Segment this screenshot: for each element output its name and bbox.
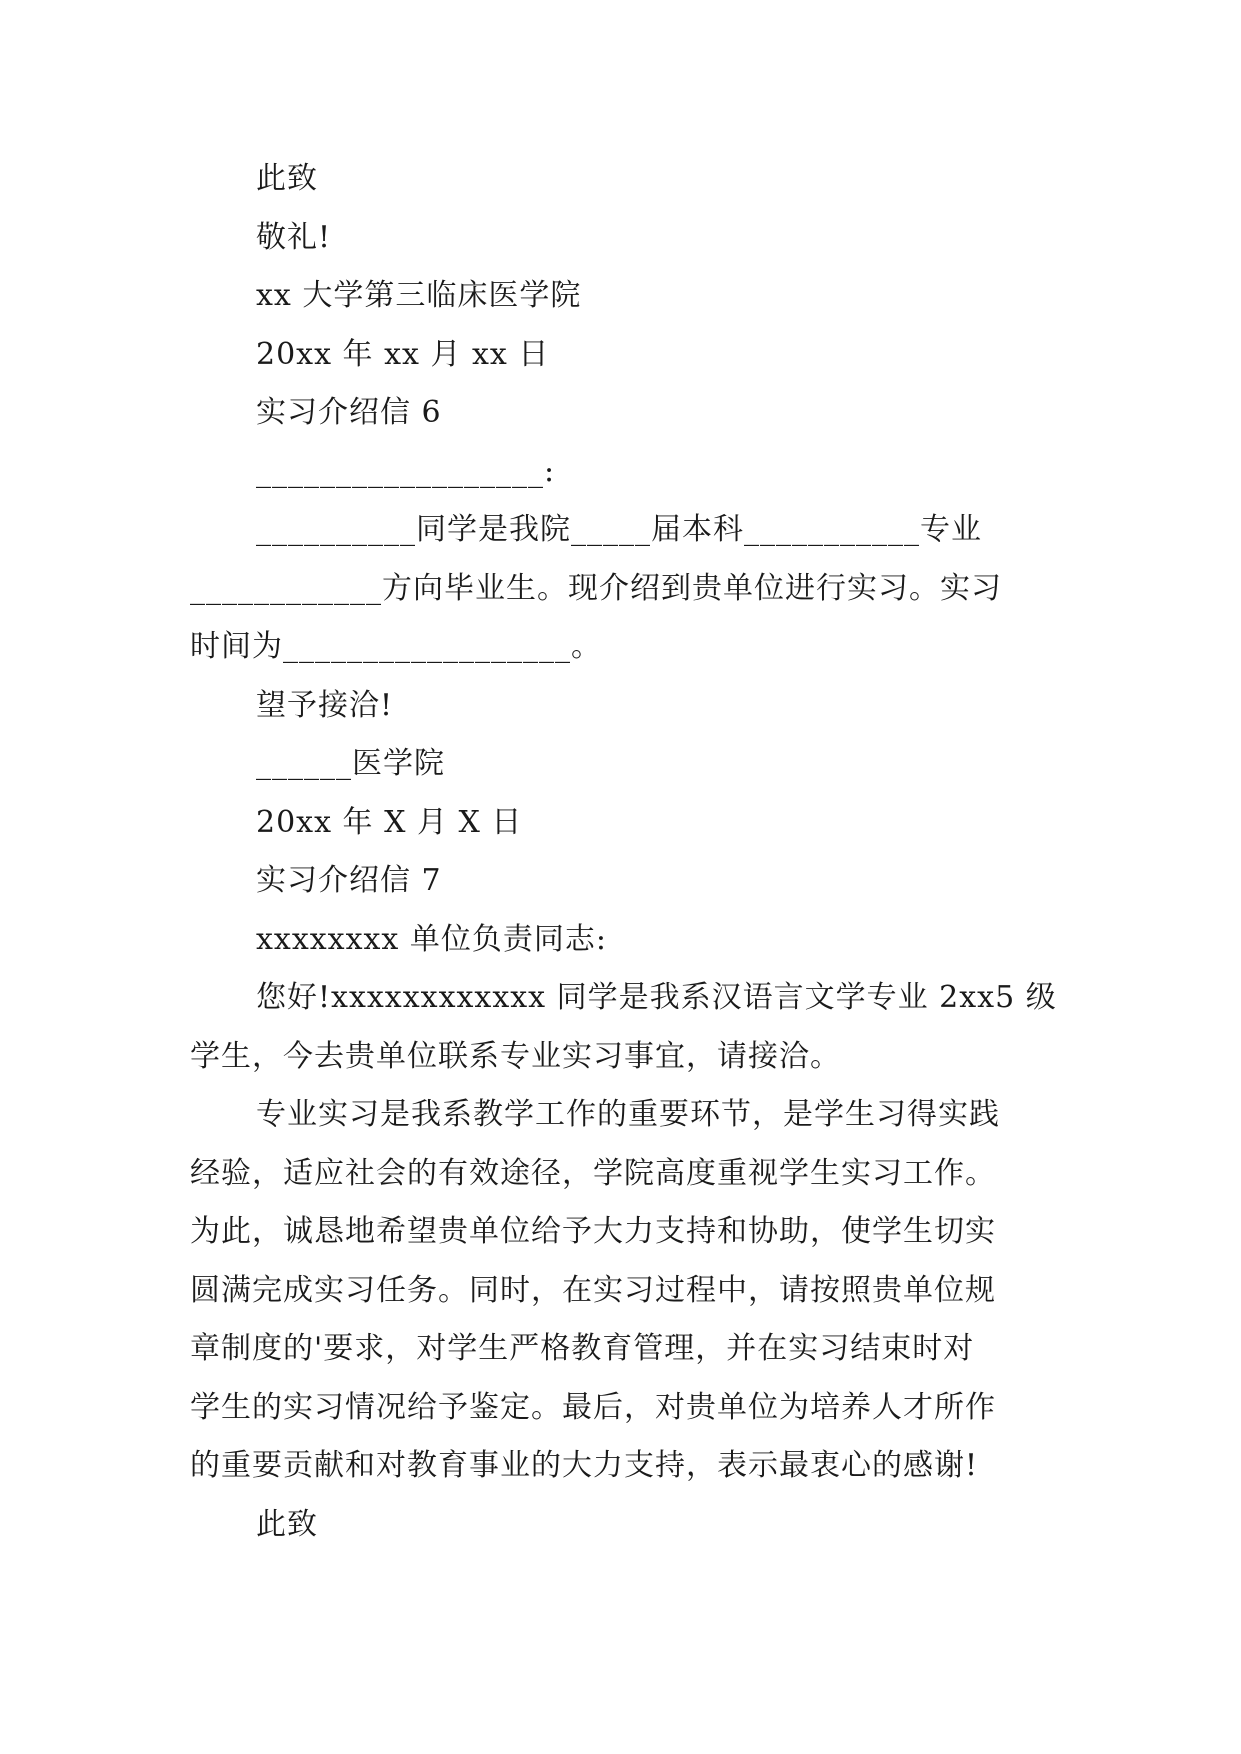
letter-7-para2-row: 为此，诚恳地希望贵单位给予大力支持和协助，使学生切实: [190, 1214, 996, 1249]
letter-6-date: 20xx 年 X 月 X 日: [256, 804, 523, 840]
document-content: [190, 150, 1057, 1554]
letter-6-salutation: __________________:: [256, 453, 556, 489]
letter-7-para2-row: 圆满完成实习任务。同时，在实习过程中，请按照贵单位规: [190, 1272, 996, 1308]
letter-6-body-row: ____________方向毕业生。现介绍到贵单位进行实习。实习: [190, 570, 1002, 606]
letter-7-para2-row: 经验，适应社会的有效途径，学院高度重视学生实习工作。: [190, 1155, 996, 1191]
letter-6-body: [190, 501, 1050, 677]
closing-line-1: 此致: [256, 161, 318, 196]
letter-7-para2-row: 学生的实习情况给予鉴定。最后，对贵单位为培养人才所作: [190, 1389, 996, 1425]
letter-6-body-row: 时间为__________________。: [190, 629, 602, 664]
letter-6-signer: ______医学院: [256, 746, 445, 781]
letter-7-paragraph-1: [190, 969, 1057, 1086]
letter-7-para2-row: 的重要贡献和对教育事业的大力支持，表示最衷心的感谢!: [190, 1448, 979, 1483]
letter-7-title: 实习介绍信 7: [256, 863, 442, 898]
letter-7-para2-row: 专业实习是我系教学工作的重要环节，是学生习得实践: [256, 1097, 1000, 1132]
letter-7-para2-row: 章制度的'要求，对学生严格教育管理，并在实习结束时对: [190, 1331, 975, 1366]
date-line: 20xx 年 xx 月 xx 日: [256, 336, 550, 372]
letter-7-para1-row: 学生，今去贵单位联系专业实习事宜，请接洽。: [190, 1038, 841, 1074]
letter-6-title: 实习介绍信 6: [256, 395, 442, 430]
letter-7-salutation: xxxxxxxx 单位负责同志:: [256, 921, 607, 957]
letter-7-closing: 此致: [256, 1506, 318, 1542]
letter-7-para1-row: 您好!xxxxxxxxxxxx 同学是我系汉语言文学专业 2xx5 级: [256, 980, 1057, 1015]
letter-6-body-row: __________同学是我院_____届本科___________专业: [256, 512, 982, 547]
signer-line: xx 大学第三临床医学院: [256, 278, 582, 313]
letter-6-closing: 望予接洽!: [256, 687, 394, 723]
letter-7-paragraph-2: [190, 1086, 1050, 1496]
closing-line-2: 敬礼!: [256, 219, 332, 255]
